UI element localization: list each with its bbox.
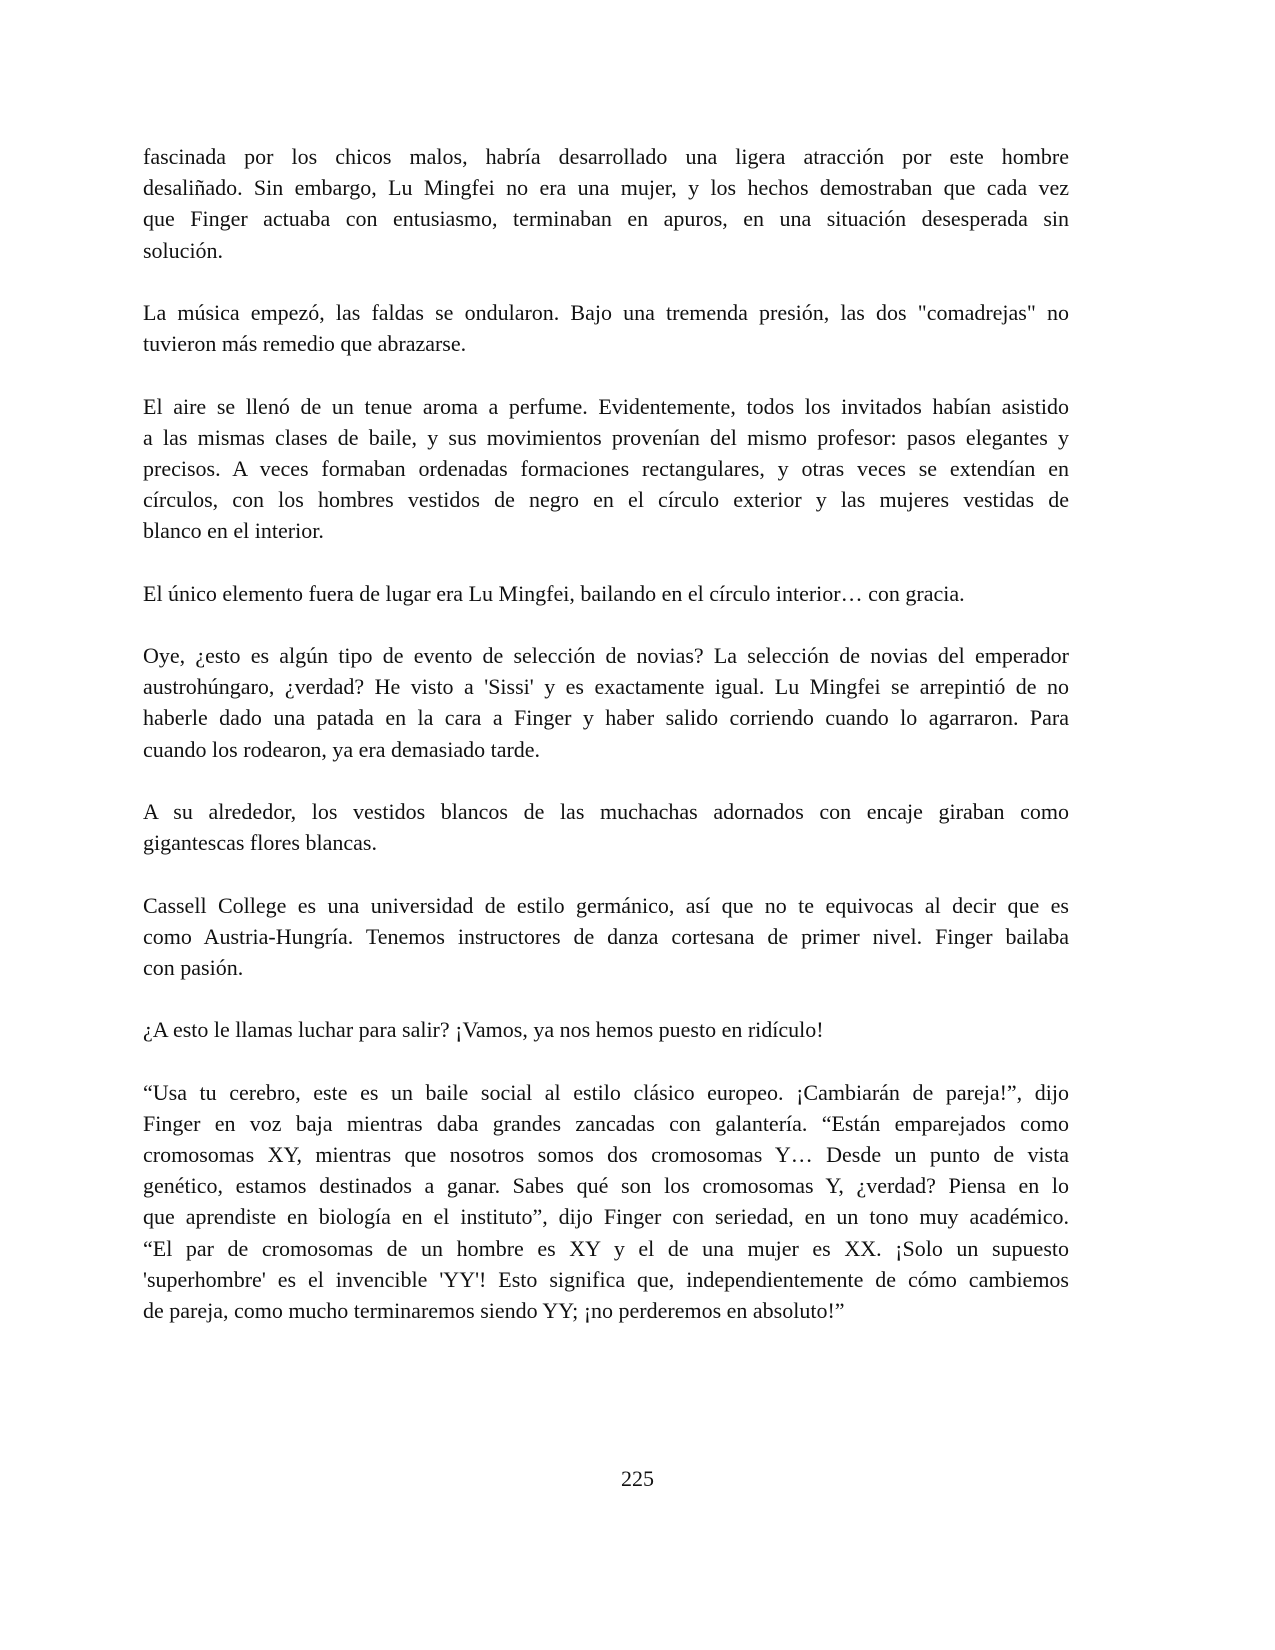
text-line: haberle dado una patada en la cara a Finger y haber salido corriendo cuando lo agarraron. Para xyxy=(143,705,1069,731)
paragraph xyxy=(143,1014,1069,1045)
paragraph xyxy=(143,578,1069,609)
text-line: con pasión. xyxy=(143,954,244,980)
text-line: cuando los rodearon, ya era demasiado tarde. xyxy=(143,736,541,762)
text-line: El único elemento fuera de lugar era Lu Mingfei, bailando en el círculo interior… con gracia. xyxy=(143,580,965,606)
page-number: 225 xyxy=(621,1466,654,1491)
text-line: cromosomas XY, mientras que nosotros somos dos cromosomas Y… Desde un punto de vista xyxy=(143,1142,1069,1167)
text-line: blanco en el interior. xyxy=(143,518,324,544)
paragraph xyxy=(143,141,1069,266)
text-line: “El par de cromosomas de un hombre es XY y el de una mujer es XX. ¡Solo un supuesto xyxy=(143,1235,1069,1261)
text-line: El aire se llenó de un tenue aroma a perfume. Evidentemente, todos los invitados habían asistido xyxy=(143,393,1069,419)
paragraph xyxy=(143,640,1069,765)
text-line: precisos. A veces formaban ordenadas formaciones rectangulares, y otras veces se extendían en xyxy=(143,455,1069,481)
text-line: como Austria-Hungría. Tenemos instructores de danza cortesana de primer nivel. Finger bailaba xyxy=(143,923,1069,949)
paragraph xyxy=(143,297,1069,359)
text-line: tuvieron más remedio que abrazarse. xyxy=(143,331,467,357)
text-line: solución. xyxy=(143,237,224,263)
text-line: genético, estamos destinados a ganar. Sabes qué son los cromosomas Y, ¿verdad? Piensa en lo xyxy=(143,1173,1069,1199)
text-line: “Usa tu cerebro, este es un baile social al estilo clásico europeo. ¡Cambiarán de pareja!”, dijo xyxy=(143,1079,1069,1105)
text-line: a las mismas clases de baile, y sus movimientos provenían del mismo profesor: pasos elegantes y xyxy=(143,424,1069,450)
paragraph xyxy=(143,1077,1069,1327)
text-line: que Finger actuaba con entusiasmo, terminaban en apuros, en una situación desesperada sin xyxy=(143,206,1069,232)
text-line: desaliñado. Sin embargo, Lu Mingfei no era una mujer, y los hechos demostraban que cada vez xyxy=(143,175,1069,201)
paragraph xyxy=(143,890,1069,984)
page-body xyxy=(143,141,1069,1357)
text-line: A su alrededor, los vestidos blancos de las muchachas adornados con encaje giraban como xyxy=(143,798,1069,824)
text-line: austrohúngaro, ¿verdad? He visto a 'Sissi' y es exactamente igual. Lu Mingfei se arrepintió de no xyxy=(143,674,1069,700)
paragraph xyxy=(143,796,1069,858)
text-line: ¿A esto le llamas luchar para salir? ¡Vamos, ya nos hemos puesto en ridículo! xyxy=(143,1017,824,1043)
text-line: La música empezó, las faldas se ondularon. Bajo una tremenda presión, las dos "comadrejas" no xyxy=(143,299,1069,325)
text-line: gigantescas flores blancas. xyxy=(143,830,377,856)
text-line: que aprendiste en biología en el instituto”, dijo Finger con seriedad, en un tono muy académico. xyxy=(143,1204,1069,1230)
text-line: círculos, con los hombres vestidos de negro en el círculo exterior y las mujeres vestidas de xyxy=(143,487,1069,513)
text-line: Finger en voz baja mientras daba grandes zancadas con galantería. “Están emparejados como xyxy=(143,1110,1069,1136)
text-line: fascinada por los chicos malos, habría desarrollado una ligera atracción por este hombre xyxy=(143,144,1069,169)
text-line: Cassell College es una universidad de estilo germánico, así que no te equivocas al decir que es xyxy=(143,892,1069,918)
text-line: 'superhombre' es el invencible 'YY'! Esto significa que, independientemente de cómo cambiemos xyxy=(143,1266,1069,1292)
paragraph xyxy=(143,391,1069,547)
text-line: de pareja, como mucho terminaremos siendo YY; ¡no perderemos en absoluto!” xyxy=(143,1297,845,1323)
text-line: Oye, ¿esto es algún tipo de evento de selección de novias? La selección de novias del emperador xyxy=(143,643,1069,668)
